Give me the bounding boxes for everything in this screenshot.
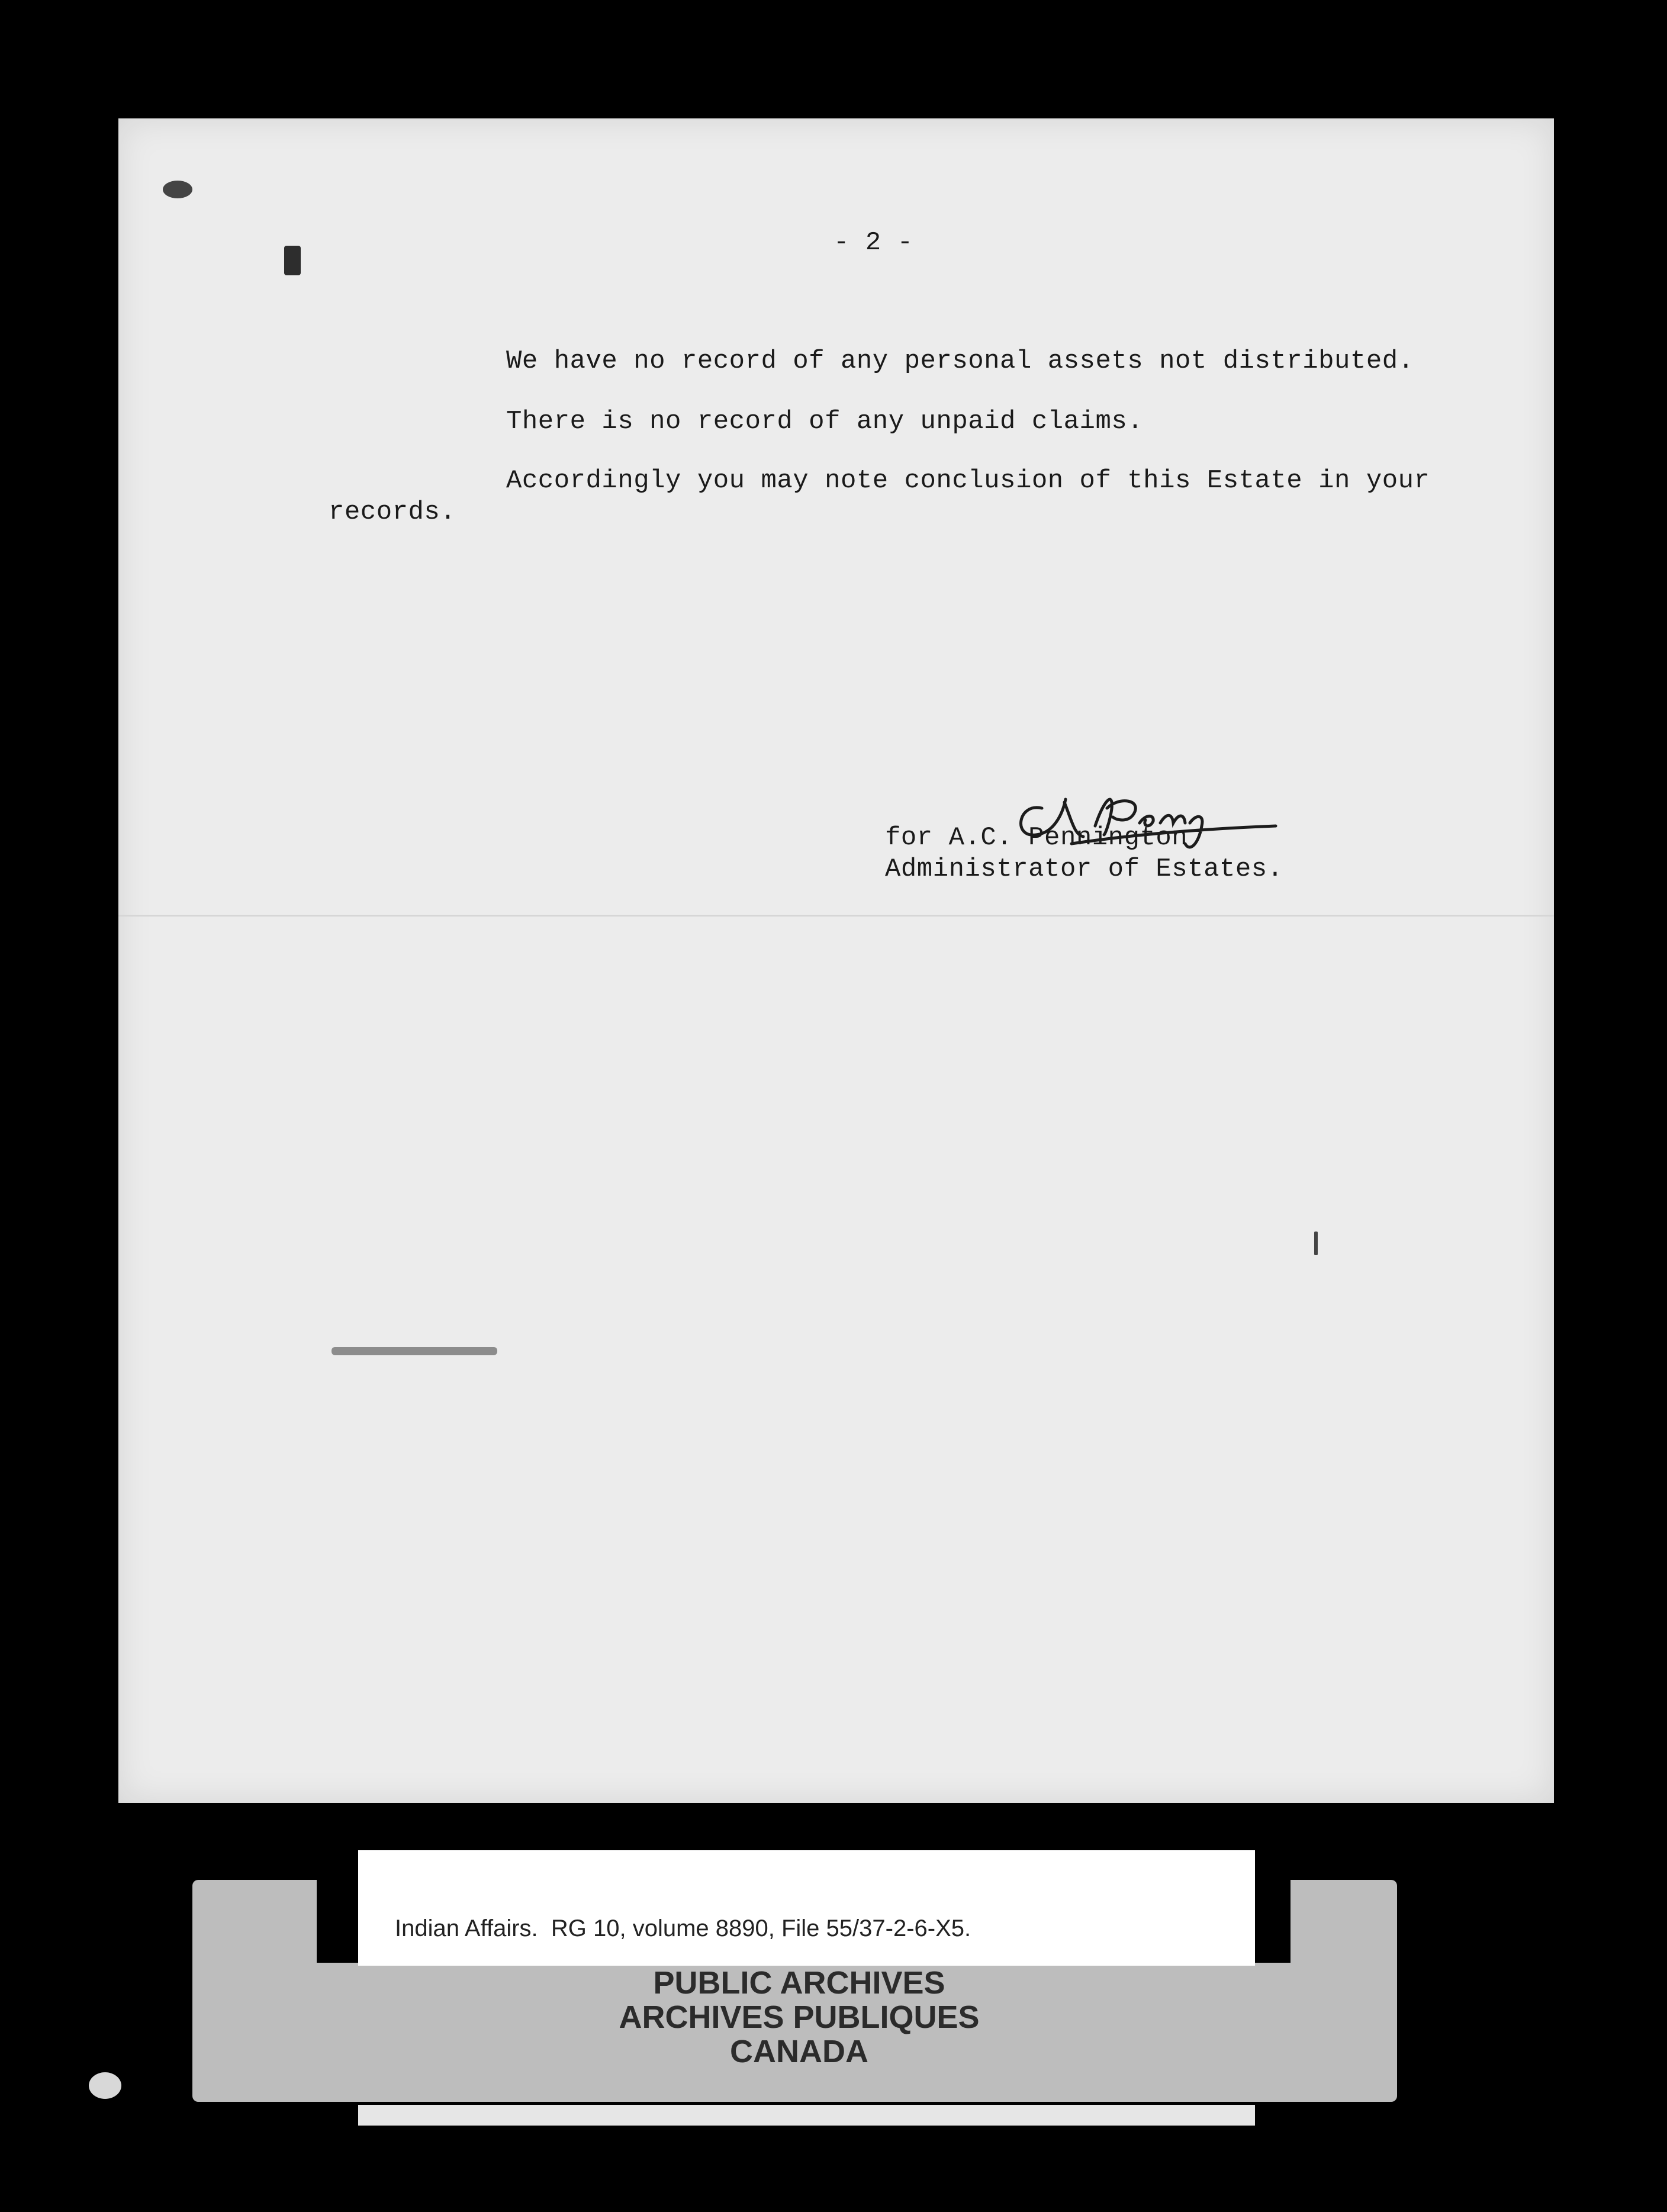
ink-speck — [163, 181, 192, 198]
paragraph-conclusion-line1: Accordingly you may note conclusion of this Estate in your — [506, 466, 1430, 496]
ink-smudge — [332, 1347, 497, 1355]
page-fold-line — [118, 915, 1554, 917]
archive-reference-text: Indian Affairs. RG 10, volume 8890, File 55/37-2-6-X5. — [395, 1915, 971, 1941]
signature-title: Administrator of Estates. — [885, 854, 1283, 884]
label-strip-bottom — [358, 2105, 1255, 2126]
archive-stamp-text — [533, 1966, 1066, 2069]
stamp-line-country: CANADA — [730, 2034, 868, 2069]
page-number: - 2 - — [833, 228, 913, 258]
paragraph-conclusion-line2: records. — [329, 497, 456, 527]
stamp-notch — [1255, 1880, 1291, 1963]
ink-speck — [284, 246, 301, 275]
paragraph-claims: There is no record of any unpaid claims. — [506, 407, 1144, 436]
signature-for-line: for A.C. Pennington — [885, 823, 1188, 853]
paragraph-assets: We have no record of any personal assets not distributed. — [506, 346, 1414, 376]
stamp-notch — [317, 1880, 361, 1963]
ink-speck — [1314, 1232, 1318, 1255]
archive-reference-label — [358, 1850, 1255, 1966]
film-speck — [89, 2072, 121, 2099]
handwritten-signature — [1000, 767, 1279, 861]
letter-page — [118, 118, 1554, 1803]
stamp-line-english: PUBLIC ARCHIVES — [653, 1965, 945, 2001]
stamp-line-french: ARCHIVES PUBLIQUES — [619, 1999, 980, 2035]
